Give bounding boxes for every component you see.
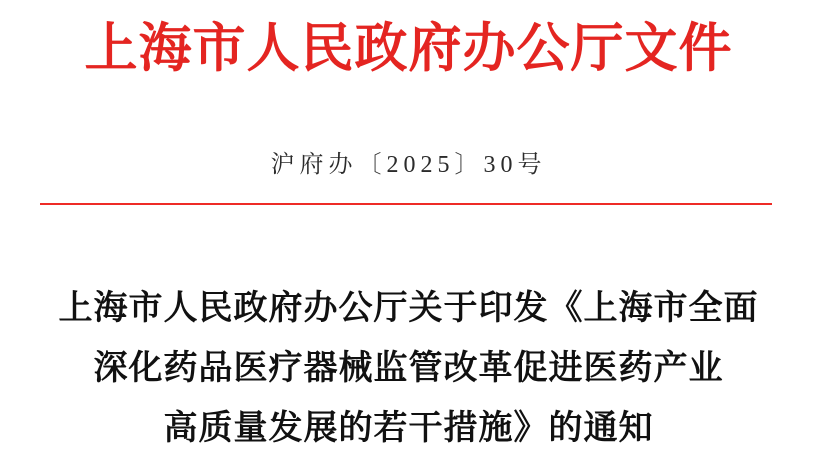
red-divider-rule xyxy=(40,203,772,205)
document-title xyxy=(0,279,817,459)
document-title-line-2: 深化药品医疗器械监管改革促进医药产业 xyxy=(93,350,724,387)
document-title-line-3: 高质量发展的若干措施》的通知 xyxy=(163,410,654,447)
document-title-line-1: 上海市人民政府办公厅关于印发《上海市全面 xyxy=(58,290,759,327)
masthead-title: 上海市人民政府办公厅文件 xyxy=(84,20,733,78)
document-number: 沪府办〔2025〕30号 xyxy=(270,152,547,178)
